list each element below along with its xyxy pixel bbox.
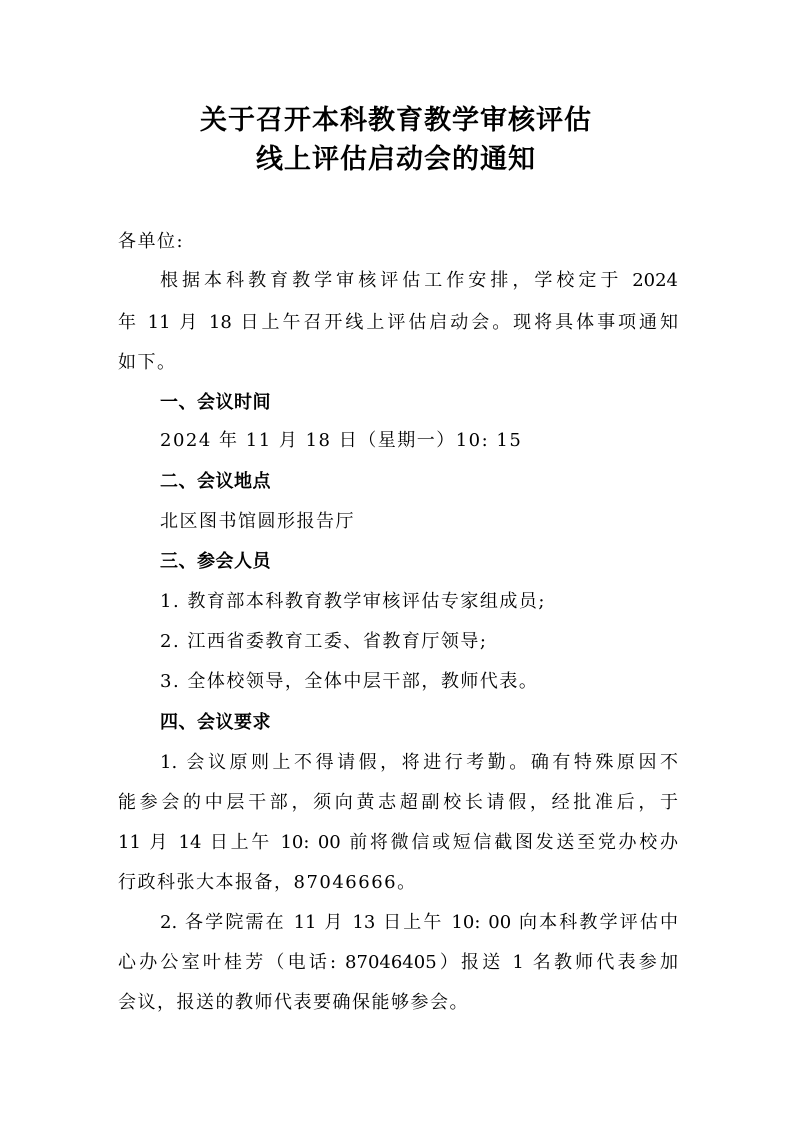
meeting-location: 北区图书馆圆形报告厅 <box>160 511 355 532</box>
attendee-item: 1. 教育部本科教育教学审核评估专家组成员; <box>160 591 546 612</box>
document-title-line-2: 线上评估启动会的通知 <box>256 144 536 175</box>
requirement-line: 会议，报送的教师代表要确保能够参会。 <box>118 992 469 1013</box>
requirement-line: 行政科张大本报备，87046666。 <box>118 872 417 893</box>
attendee-item: 3. 全体校领导，全体中层干部，教师代表。 <box>160 671 539 692</box>
intro-line: 如下。 <box>118 352 177 373</box>
requirement-line: 能参会的中层干部，须向黄志超副校长请假，经批准后，于 <box>118 792 678 813</box>
salutation: 各单位: <box>118 231 185 252</box>
section-heading-requirements: 四、会议要求 <box>160 712 271 733</box>
section-heading-location: 二、会议地点 <box>160 471 271 492</box>
requirement-line: 心办公室叶桂芳（电话: 87046405）报送 1 名教师代表参加 <box>118 952 678 973</box>
document-title-line-1: 关于召开本科教育教学审核评估 <box>200 105 592 136</box>
requirement-line: 11 月 14 日上午 10: 00 前将微信或短信截图发送至党办校办 <box>118 832 678 853</box>
attendee-item: 2. 江西省委教育工委、省教育厅领导; <box>160 631 488 652</box>
intro-line: 年 11 月 18 日上午召开线上评估启动会。现将具体事项通知 <box>118 312 678 333</box>
requirement-line: 2. 各学院需在 11 月 13 日上午 10: 00 向本科教学评估中 <box>160 912 678 933</box>
section-heading-time: 一、会议时间 <box>160 392 271 413</box>
requirement-line: 1. 会议原则上不得请假，将进行考勤。确有特殊原因不 <box>160 752 678 773</box>
intro-line: 根据本科教育教学审核评估工作安排，学校定于 2024 <box>160 270 678 291</box>
section-heading-attendees: 三、参会人员 <box>160 551 271 572</box>
meeting-time: 2024 年 11 月 18 日（星期一）10: 15 <box>160 430 523 451</box>
